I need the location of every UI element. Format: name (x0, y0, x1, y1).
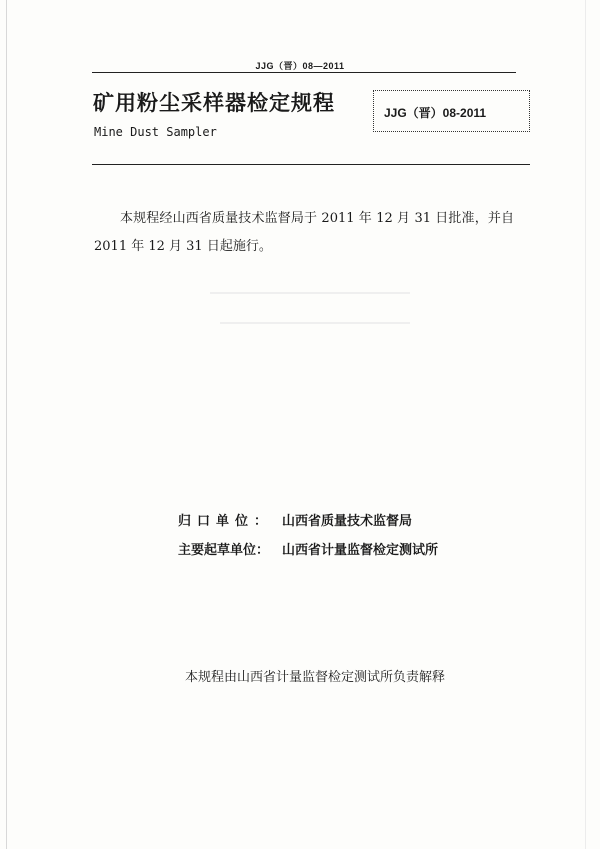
title-rule (92, 164, 530, 165)
interpretation-note: 本规程由山西省计量监督检定测试所负责解释 (184, 670, 445, 685)
drafting-unit-line (178, 539, 438, 558)
approval-paragraph: 本规程经山西省质量技术监督局于 2011 年 12 月 31 日批准，并自 2011 年 12 月 31 日起施行。 (94, 211, 514, 254)
document-title-english: Mine Dust Sampler (94, 125, 217, 139)
standard-code-box (373, 90, 530, 132)
header-rule (92, 72, 516, 73)
drafting-unit-label: 主要起草单位： (178, 543, 270, 558)
page-edge-right (585, 0, 586, 849)
header-standard-code: JJG（晋）08—2011 (255, 61, 345, 71)
standard-code-box-text: JJG（晋）08-2011 (384, 106, 487, 120)
show-through-mark (210, 292, 410, 294)
responsible-unit-value: 山西省质量技术监督局 (282, 514, 413, 529)
responsible-unit-label: 归口单位： (178, 514, 274, 529)
show-through-mark (220, 322, 410, 324)
document-title: 矿用粉尘采样器检定规程 (93, 91, 335, 115)
page-edge-left (6, 0, 7, 849)
responsible-unit-line (178, 510, 412, 529)
drafting-unit-value: 山西省计量监督检定测试所 (282, 543, 439, 558)
